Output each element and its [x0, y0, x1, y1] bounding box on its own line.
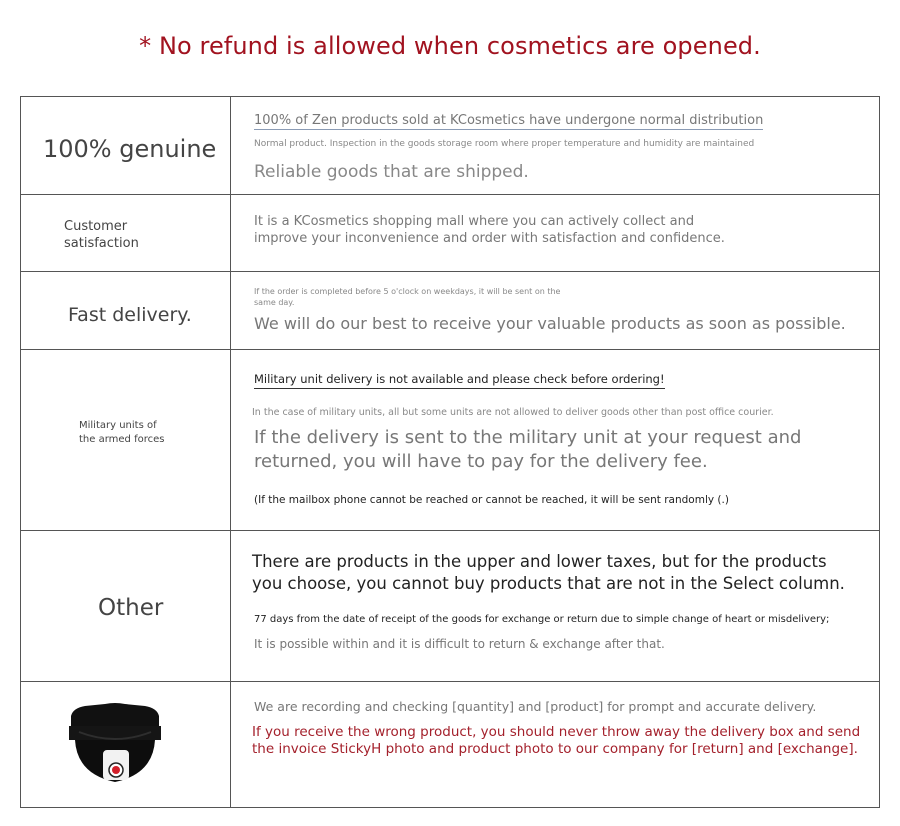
fast-delivery-label: Fast delivery.: [68, 304, 192, 326]
other-line-4: It is possible within and it is difficult to return & exchange after that.: [254, 637, 665, 651]
satisfaction-label-line-1: Customer: [64, 219, 128, 234]
content-cell: [232, 682, 879, 807]
military-line-5: (If the mailbox phone cannot be reached or cannot be reached, it will be sent randomly (.): [254, 494, 729, 506]
satisfaction-line-1: It is a KCosmetics shopping mall where you can actively collect and: [254, 214, 695, 229]
fast-delivery-line-2: same day.: [254, 298, 295, 307]
satisfaction-line-2: improve your inconvenience and order with satisfaction and confidence.: [254, 231, 725, 246]
label-cell: [21, 272, 231, 349]
no-refund-notice: * No refund is allowed when cosmetics are opened.: [139, 32, 761, 60]
recording-line-1: We are recording and checking [quantity] and [product] for prompt and accurate delivery.: [254, 699, 817, 714]
recording-line-2: If you receive the wrong product, you should never throw away the delivery box and send: [252, 724, 861, 740]
recording-line-3: the invoice StickyH photo and product photo to our company for [return] and [exchange].: [252, 741, 858, 757]
row-military: [21, 350, 879, 531]
genuine-line-2: Normal product. Inspection in the goods storage room where proper temperature and humidity are maintained: [254, 139, 755, 149]
label-cell: [21, 97, 231, 194]
other-label: Other: [98, 595, 164, 621]
label-cell: [21, 195, 231, 271]
other-line-2: you choose, you cannot buy products that are not in the Select column.: [252, 574, 845, 593]
row-genuine: [21, 97, 879, 195]
fast-delivery-line-3: We will do our best to receive your valuable products as soon as possible.: [254, 314, 846, 333]
row-other: [21, 531, 879, 682]
row-fast-delivery: [21, 272, 879, 350]
label-cell: [21, 350, 231, 530]
content-cell: [232, 531, 879, 681]
genuine-line-1: 100% of Zen products sold at KCosmetics have undergone normal distribution: [254, 113, 764, 128]
content-cell: [232, 350, 879, 530]
content-cell: [232, 272, 879, 349]
military-warning: Military unit delivery is not available and please check before ordering!: [254, 372, 665, 389]
genuine-label: 100% genuine: [43, 135, 217, 163]
military-line-4: returned, you will have to pay for the delivery fee.: [254, 451, 708, 472]
label-cell: [21, 682, 231, 807]
row-satisfaction: [21, 195, 879, 272]
content-cell: [232, 195, 879, 271]
other-line-3: 77 days from the date of receipt of the goods for exchange or return due to simple change of heart or misdelivery;: [254, 614, 830, 625]
military-line-3: If the delivery is sent to the military unit at your request and: [254, 427, 802, 448]
genuine-line-3: Reliable goods that are shipped.: [254, 162, 529, 182]
row-recording: [21, 682, 879, 807]
label-cell: [21, 531, 231, 681]
other-line-1: There are products in the upper and lower taxes, but for the products: [252, 552, 827, 571]
policy-table: [20, 96, 880, 808]
security-camera-icon: [65, 702, 165, 786]
satisfaction-label-line-2: satisfaction: [64, 236, 139, 251]
military-line-2: In the case of military units, all but some units are not allowed to deliver goods other than post office courier.: [252, 407, 774, 418]
fast-delivery-line-1: If the order is completed before 5 o'clock on weekdays, it will be sent on the: [254, 287, 561, 296]
military-label-line-2: the armed forces: [79, 434, 165, 445]
military-label-line-1: Military units of: [79, 420, 157, 431]
content-cell: [232, 97, 879, 194]
